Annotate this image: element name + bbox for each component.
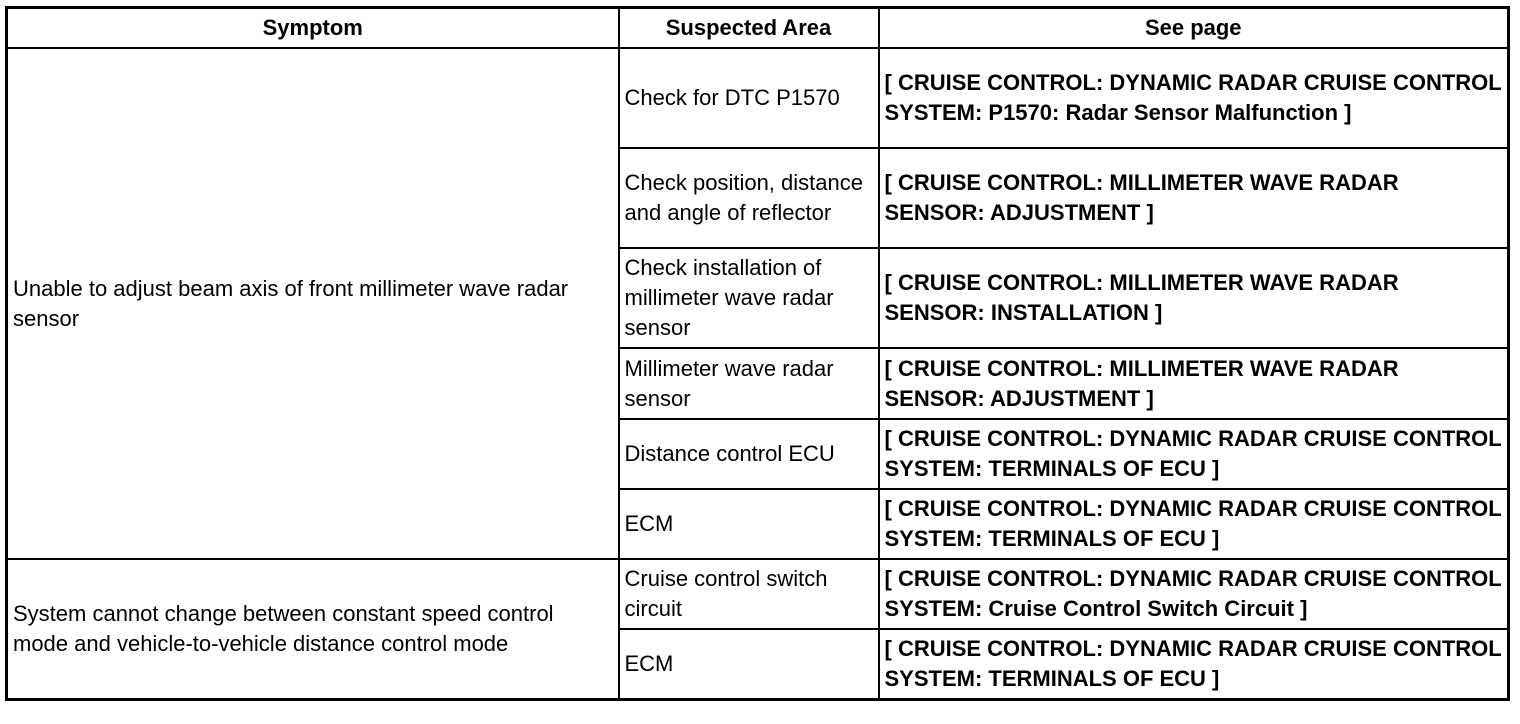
header-row xyxy=(7,8,1509,49)
symptom-table xyxy=(5,6,1510,701)
see-page-link[interactable]: [ CRUISE CONTROL: DYNAMIC RADAR CRUISE CONTROL SYSTEM: TERMINALS OF ECU ] xyxy=(879,419,1509,489)
header-symptom: Symptom xyxy=(7,8,619,49)
suspected-area-cell: Check for DTC P1570 xyxy=(619,48,879,148)
table-row xyxy=(7,48,1509,148)
symptom-cell: System cannot change between constant speed control mode and vehicle-to-vehicle distance control mode xyxy=(7,559,619,700)
suspected-area-cell: Cruise control switch circuit xyxy=(619,559,879,629)
suspected-area-cell: Millimeter wave radar sensor xyxy=(619,348,879,419)
header-see-page: See page xyxy=(879,8,1509,49)
see-page-link[interactable]: [ CRUISE CONTROL: DYNAMIC RADAR CRUISE CONTROL SYSTEM: TERMINALS OF ECU ] xyxy=(879,489,1509,559)
suspected-area-cell: ECM xyxy=(619,489,879,559)
see-page-link[interactable]: [ CRUISE CONTROL: DYNAMIC RADAR CRUISE CONTROL SYSTEM: Cruise Control Switch Circuit ] xyxy=(879,559,1509,629)
see-page-link[interactable]: [ CRUISE CONTROL: MILLIMETER WAVE RADAR SENSOR: ADJUSTMENT ] xyxy=(879,348,1509,419)
suspected-area-cell: ECM xyxy=(619,629,879,700)
see-page-link[interactable]: [ CRUISE CONTROL: DYNAMIC RADAR CRUISE CONTROL SYSTEM: P1570: Radar Sensor Malfunction ] xyxy=(879,48,1509,148)
see-page-link[interactable]: [ CRUISE CONTROL: MILLIMETER WAVE RADAR SENSOR: ADJUSTMENT ] xyxy=(879,148,1509,248)
see-page-link[interactable]: [ CRUISE CONTROL: MILLIMETER WAVE RADAR SENSOR: INSTALLATION ] xyxy=(879,248,1509,348)
header-suspected-area: Suspected Area xyxy=(619,8,879,49)
suspected-area-cell: Distance control ECU xyxy=(619,419,879,489)
suspected-area-cell: Check position, distance and angle of reflector xyxy=(619,148,879,248)
table-row xyxy=(7,559,1509,629)
see-page-link[interactable]: [ CRUISE CONTROL: DYNAMIC RADAR CRUISE CONTROL SYSTEM: TERMINALS OF ECU ] xyxy=(879,629,1509,700)
symptom-cell: Unable to adjust beam axis of front millimeter wave radar sensor xyxy=(7,48,619,559)
suspected-area-cell: Check installation of millimeter wave radar sensor xyxy=(619,248,879,348)
